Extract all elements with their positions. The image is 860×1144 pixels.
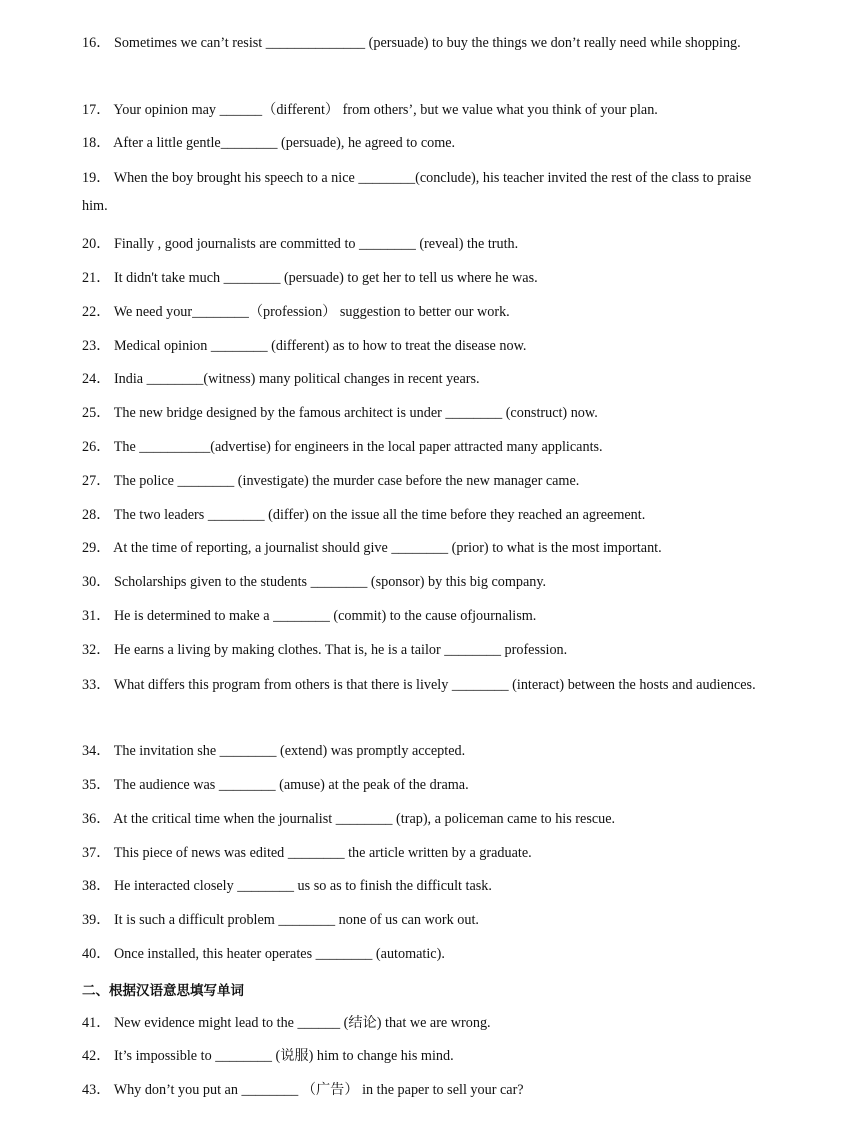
question-text: At the time of reporting, a journalist should give ________ (prior) to what is the most important. <box>113 540 662 556</box>
question-text: Medical opinion ________ (different) as to how to treat the disease now. <box>113 338 527 354</box>
question-number: 20． <box>82 236 111 252</box>
question-text: After a little gentle________ (persuade), he agreed to come. <box>113 135 456 151</box>
question-number: 39． <box>82 912 111 928</box>
question-42 <box>82 1042 772 1070</box>
question-text: Why don’t you put an ________ （广告） in the paper to sell your car? <box>113 1082 524 1098</box>
question-text: The two leaders ________ (differ) on the issue all the time before they reached an agreement. <box>113 507 646 523</box>
question-19 <box>82 164 772 220</box>
question-38 <box>82 872 772 900</box>
question-32 <box>82 636 772 664</box>
question-text: It didn't take much ________ (persuade) to get her to tell us where he was. <box>113 270 538 286</box>
question-text: He is determined to make a ________ (commit) to the cause ofjournalism. <box>113 608 537 624</box>
question-number: 37． <box>82 845 111 861</box>
question-number: 18． <box>82 135 111 151</box>
question-text: At the critical time when the journalist ________ (trap), a policeman came to his rescue. <box>113 811 616 827</box>
question-number: 25． <box>82 405 111 421</box>
question-text: Scholarships given to the students ________ (sponsor) by this big company. <box>113 574 547 590</box>
question-26 <box>82 433 772 461</box>
question-number: 24． <box>82 371 111 387</box>
question-text: The police ________ (investigate) the murder case before the new manager came. <box>113 473 580 489</box>
question-number: 26． <box>82 439 111 455</box>
question-text: He interacted closely ________ us so as to finish the difficult task. <box>113 878 492 894</box>
question-number: 43． <box>82 1082 111 1098</box>
question-text: When the boy brought his speech to a nice ________(conclude), his teacher invited the rest of the class to praise him. <box>82 170 752 214</box>
question-number: 32． <box>82 642 111 658</box>
question-text: The audience was ________ (amuse) at the peak of the drama. <box>113 777 469 793</box>
question-31 <box>82 602 772 630</box>
question-number: 38． <box>82 878 111 894</box>
question-34 <box>82 737 772 765</box>
question-text: Your opinion may ______（different） from others’, but we value what you think of your plan. <box>113 102 658 118</box>
question-number: 27． <box>82 473 111 489</box>
question-23 <box>82 332 772 360</box>
question-text: This piece of news was edited ________ the article written by a graduate. <box>113 845 532 861</box>
question-text: Sometimes we can’t resist ______________ (persuade) to buy the things we don’t really need while shopping. <box>113 35 741 51</box>
question-22 <box>82 298 772 326</box>
question-number: 35． <box>82 777 111 793</box>
question-number: 29． <box>82 540 111 556</box>
question-40 <box>82 940 772 968</box>
question-25 <box>82 399 772 427</box>
question-18 <box>82 129 772 157</box>
question-43 <box>82 1076 772 1104</box>
question-20 <box>82 230 772 258</box>
question-text: Finally , good journalists are committed to ________ (reveal) the truth. <box>113 236 519 252</box>
question-36 <box>82 805 772 833</box>
question-text: India ________(witness) many political changes in recent years. <box>113 371 480 387</box>
question-number: 36． <box>82 811 111 827</box>
question-text: It’s impossible to ________ (说服) him to change his mind. <box>113 1048 454 1064</box>
question-number: 17． <box>82 102 111 118</box>
section-heading: 二、根据汉语意思填写单词 <box>82 983 244 999</box>
question-text: The __________(advertise) for engineers in the local paper attracted many applicants. <box>113 439 603 455</box>
question-30 <box>82 568 772 596</box>
question-21 <box>82 264 772 292</box>
question-17 <box>82 96 772 124</box>
question-number: 16． <box>82 35 111 51</box>
question-29 <box>82 534 772 562</box>
question-number: 21． <box>82 270 111 286</box>
question-35 <box>82 771 772 799</box>
question-number: 42． <box>82 1048 111 1064</box>
question-39 <box>82 906 772 934</box>
question-number: 30． <box>82 574 111 590</box>
question-text: What differs this program from others is that there is lively ________ (interact) between the hosts and audiences. <box>113 677 756 693</box>
question-number: 40． <box>82 946 111 962</box>
question-number: 23． <box>82 338 111 354</box>
question-number: 19． <box>82 170 111 186</box>
question-text: New evidence might lead to the ______ (结论) that we are wrong. <box>113 1015 491 1031</box>
question-text: The invitation she ________ (extend) was promptly accepted. <box>113 743 466 759</box>
question-text: The new bridge designed by the famous architect is under ________ (construct) now. <box>113 405 598 421</box>
question-number: 41． <box>82 1015 111 1031</box>
question-16 <box>82 29 772 57</box>
question-27 <box>82 467 772 495</box>
question-28 <box>82 501 772 529</box>
question-text: We need your________（profession） suggestion to better our work. <box>113 304 510 320</box>
question-24 <box>82 365 772 393</box>
question-number: 28． <box>82 507 111 523</box>
question-text: He earns a living by making clothes. That is, he is a tailor ________ profession. <box>113 642 568 658</box>
question-number: 31． <box>82 608 111 624</box>
question-text: Once installed, this heater operates ________ (automatic). <box>113 946 445 962</box>
question-text: It is such a difficult problem ________ none of us can work out. <box>113 912 479 928</box>
question-33 <box>82 671 772 699</box>
question-37 <box>82 839 772 867</box>
question-41 <box>82 1009 772 1037</box>
question-number: 34． <box>82 743 111 759</box>
question-number: 22． <box>82 304 111 320</box>
question-number: 33． <box>82 677 111 693</box>
